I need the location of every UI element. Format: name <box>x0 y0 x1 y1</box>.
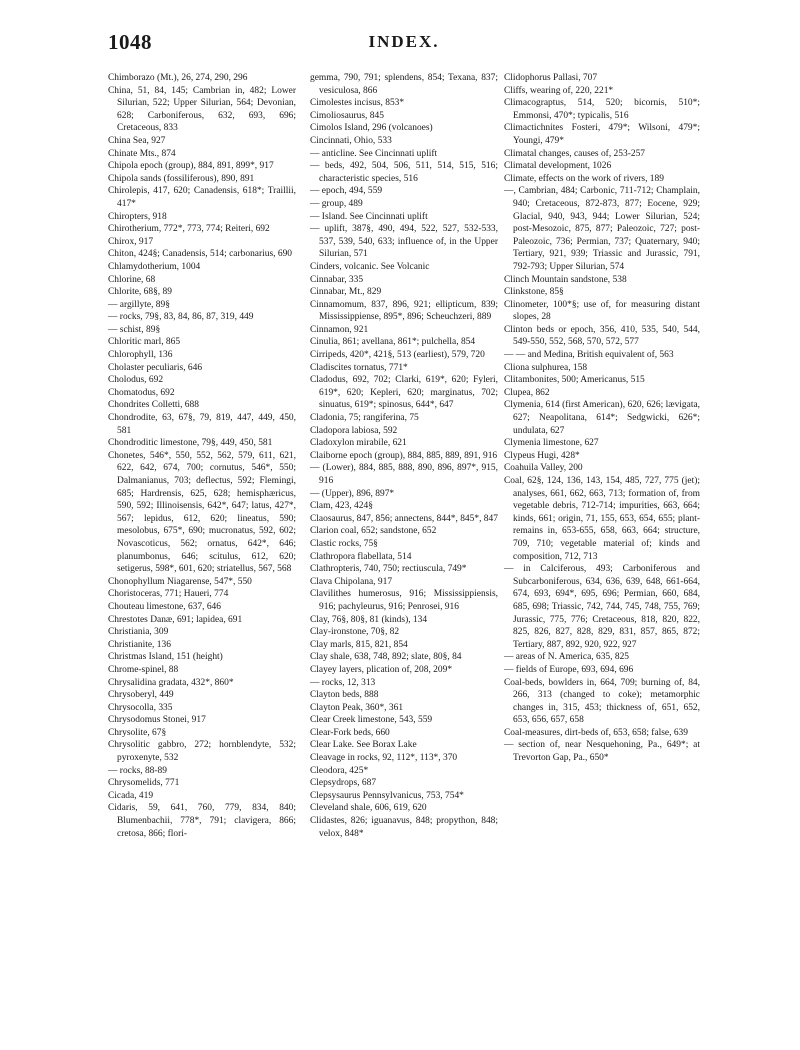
index-entry: Chloritic marl, 865 <box>108 337 181 348</box>
index-entry: Chrysolitic gabbro, 272; hornblendyte, 532; pyroxenyte, 532 <box>108 740 296 764</box>
index-entry: Clidophorus Pallasi, 707 <box>504 73 598 83</box>
index-entry: Cirripeds, 420*, 421§, 513 (earliest), 579, 720 <box>310 350 485 361</box>
index-entry: Clay shale, 638, 748, 892; slate, 80§, 84 <box>310 652 462 663</box>
index-entry: Cholaster peculiaris, 646 <box>108 362 203 373</box>
index-entry: Chrysolite, 67§ <box>108 727 167 738</box>
index-entry: Clam, 423, 424§ <box>310 501 373 512</box>
index-entry: Cinnabar, 335 <box>310 274 364 285</box>
index-entry: Clinkstone, 85§ <box>504 287 564 298</box>
index-entry: Cinnabar, Mt., 829 <box>310 287 382 298</box>
index-entry: Chrysocolla, 335 <box>108 702 173 713</box>
index-entry: China, 51, 84, 145; Cambrian in, 482; Lower Silurian, 522; Upper Silurian, 564; Devonian, 628; Carboniferous, 632, 693, 696; Cretaceous, 833 <box>108 85 296 134</box>
index-entry: — (Lower), 884, 885, 888, 890, 896, 897*, 915, 916 <box>310 463 498 486</box>
index-entry: — areas of N. America, 635, 825 <box>504 652 630 663</box>
index-entry: Cidaris, 59, 641, 760, 779, 834, 840; Blumenbachii, 778*, 791; clavigera, 866; cretosa, 866; flori- <box>108 803 296 839</box>
index-entry: Clayey layers, plication of, 208, 209* <box>310 664 453 675</box>
index-entry: Clay, 76§, 80§, 81 (kinds), 134 <box>310 614 428 625</box>
index-entry: Cimolos Island, 296 (volcanoes) <box>310 123 433 134</box>
index-entry: Clathropora flabellata, 514 <box>310 551 412 562</box>
index-entry: Clayton Peak, 360*, 361 <box>310 702 404 713</box>
index-entry: Clinton beds or epoch, 356, 410, 535, 540, 544, 549-550, 552, 568, 570, 572, 577 <box>504 324 700 348</box>
index-entry: Claiborne epoch (group), 884, 885, 889, 891, 916 <box>310 450 498 461</box>
index-entry: Clymenia limestone, 627 <box>504 438 599 449</box>
index-entry: gemma, 790, 791; splendens, 854; Texana, 837; vesiculosa, 866 <box>310 73 498 96</box>
index-entry: Clinometer, 100*§; use of, for measuring distant slopes, 28 <box>504 299 700 323</box>
index-entry: Clupea, 862 <box>504 387 550 398</box>
index-entry: Clear-Fork beds, 660 <box>310 727 390 738</box>
index-entry: Chlamydotherium, 1004 <box>108 261 201 272</box>
index-column-2 <box>310 72 498 840</box>
index-entry: Climactichnites Fosteri, 479*; Wilsoni, 479*; Youngi, 479* <box>504 123 700 146</box>
index-entry: Christmas Island, 151 (height) <box>108 652 223 663</box>
index-entry: — argillyte, 89§ <box>108 299 170 310</box>
index-entry: Cholodus, 692 <box>108 375 164 386</box>
index-entry: Chinate Mts., 874 <box>108 148 176 159</box>
index-entry: Cladiscites tornatus, 771* <box>310 362 408 373</box>
index-entry: Cladonia, 75; rangiferina, 75 <box>310 413 419 424</box>
index-entry: Clidastes, 826; iguanavus, 848; propython, 848; velox, 848* <box>310 816 498 839</box>
index-entry: Chrysoberyl, 449 <box>108 690 174 701</box>
index-entry: Chomatodus, 692 <box>108 387 175 398</box>
page-header <box>108 30 700 60</box>
index-entry: — fields of Europe, 693, 694, 696 <box>504 664 634 675</box>
index-entry: Chiton, 424§; Canadensis, 514; carbonarius, 690 <box>108 249 293 260</box>
index-entry: Clavilithes humerosus, 916; Mississippiensis, 916; pachyleurus, 916; Penrosei, 916 <box>310 589 498 612</box>
index-entry: Cladopora labiosa, 592 <box>310 425 398 436</box>
index-entry: Chonophyllum Niagarense, 547*, 550 <box>108 576 252 587</box>
index-entry: Chondrodite, 63, 67§, 79, 819, 447, 449, 450, 581 <box>108 413 296 436</box>
index-entry: Climatal changes, causes of, 253-257 <box>504 148 646 159</box>
index-entry: Chirotherium, 772*, 773, 774; Reiteri, 692 <box>108 224 270 235</box>
index-entry: Chirox, 917 <box>108 236 154 247</box>
index-entry: Clepsysaurus Pennsylvanicus, 753, 754* <box>310 790 464 801</box>
index-entry: Chrestotes Danæ, 691; lapidea, 691 <box>108 614 243 625</box>
index-entry: Clear Creek limestone, 543, 559 <box>310 715 433 726</box>
index-entry: Clay-ironstone, 70§, 82 <box>310 627 400 638</box>
index-entry: Christianite, 136 <box>108 639 171 650</box>
index-entry: Cliona sulphurea, 158 <box>504 362 588 373</box>
index-column-1 <box>108 72 296 840</box>
index-entry: Chipola epoch (group), 884, 891, 899*, 917 <box>108 161 274 172</box>
index-entry: Coal-beds, bowlders in, 664, 709; burning of, 84, 266, 313 (changed to coke); metamorphic changes in, 315, 453; thickness of, 651, 652, 653, 656, 657, 658 <box>504 677 700 726</box>
index-entry: Claosaurus, 847, 856; annectens, 844*, 845*, 847 <box>310 513 498 524</box>
index-entry: Clathropteris, 740, 750; rectiuscula, 749* <box>310 564 467 575</box>
index-entry: Climatal development, 1026 <box>504 161 612 172</box>
running-title: INDEX. <box>368 32 440 51</box>
index-entry: Clymenia, 614 (first American), 620, 626; lævigata, 627; Neapolitana, 614*; Sedgwicki, 626*; undulata, 627 <box>504 400 700 436</box>
index-entry: Chrysalidina gradata, 432*, 860* <box>108 677 234 688</box>
index-entry: Coal, 62§, 124, 136, 143, 154, 485, 727, 775 (jet); analyses, 661, 662, 663, 713; formation of, from vegetable debris, 712-714; impurities, 663, 664; kinds, 661; origin, 71, 155, 653, 654, 655; plant-remains in, 653-655, 658, 663, 664; structure, 709, 710; vegetable material of; kinds and composition, 712, 713 <box>504 476 700 562</box>
index-entry: Cladoxylon mirabile, 621 <box>310 438 407 449</box>
index-entry: Cinulia, 861; avellana, 861*; pulchella, 854 <box>310 337 476 348</box>
index-entry: Chirolepis, 417, 620; Canadensis, 618*; Traillii, 417* <box>108 186 296 209</box>
index-entry: Cimolestes incisus, 853* <box>310 98 405 109</box>
index-entry: China Sea, 927 <box>108 135 166 146</box>
index-entry: — (Upper), 896, 897* <box>310 488 395 499</box>
index-entry: Clear Lake. See Borax Lake <box>310 740 417 751</box>
index-entry: Cladodus, 692, 702; Clarki, 619*, 620; Fyleri, 619*, 620; Kepleri, 620; marginatus, 702; sinuatus, 619*; spinosus, 644*, 647 <box>310 375 498 411</box>
index-entry: Clastic rocks, 75§ <box>310 538 378 549</box>
index-entry: Chrysodomus Stonei, 917 <box>108 715 206 726</box>
index-entry: Clepsydrops, 687 <box>310 778 377 789</box>
index-entry: Clarion coal, 652; sandstone, 652 <box>310 526 437 537</box>
index-entry: Cicada, 419 <box>108 790 154 801</box>
index-entry: Coal-measures, dirt-beds of, 653, 658; false, 639 <box>504 727 688 738</box>
index-entry: Cimoliosaurus, 845 <box>310 110 384 121</box>
index-entry: Chonetes, 546*, 550, 552, 562, 579, 611, 621, 622, 642, 674, 700; cornutus, 546*, 550; Dalmanianus, 703; deflectus, 592; Flemingi, 685; Hardrensis, 625, 628; hemisphæricus, 590, 592; Illinoisensis, 642*, 647; latus, 427*, 567; lepidus, 612, 620; lineatus, 590; mesolobus, 675*, 690; mucronatus, 592, 602; Novascoticus, 562; ornatus, 642*, 646; planumbonus, 646; scitulus, 612, 620; setigerus, 598*, 601, 620; striatellus, 567, 568 <box>108 450 296 575</box>
index-entry: Cliffs, wearing of, 220, 221* <box>504 85 614 96</box>
index-entry: — uplift, 387§, 490, 494, 522, 527, 532-533, 537, 539, 540, 633; influence of, in the Upper Silurian, 571 <box>310 224 498 260</box>
index-entry: — rocks, 12, 313 <box>310 677 376 688</box>
index-entry: Chlorophyll, 136 <box>108 350 173 361</box>
index-entry: Coahuila Valley, 200 <box>504 463 583 474</box>
index-entry: —, Cambrian, 484; Carbonic, 711-712; Champlain, 940; Cretaceous, 872-873, 877; Eocene, 929; Glacial, 940, 943, 944; Lower Silurian, 524; post-Mesozoic, 875, 877; Paleozoic, 727; post-Paleozoic, 736; Permian, 737; Quaternary, 940; Tertiary, 921, 939; Triassic and Jurassic, 791, 792-793; Upper Silurian, 574 <box>504 186 700 272</box>
index-entry: Chouteau limestone, 637, 646 <box>108 601 221 612</box>
index-entry: — rocks, 88-89 <box>108 765 167 776</box>
index-entry: — anticline. See Cincinnati uplift <box>310 148 438 159</box>
index-entry: Climate, effects on the work of rivers, 189 <box>504 173 664 184</box>
index-entry: — in Calciferous, 493; Carboniferous and Subcarboniferous, 634, 636, 639, 648, 661-664, 674, 693, 694*, 695, 696; Permian, 660, 684, 685, 698; Triassic, 742, 744, 745, 748, 755, 769; Jurassic, 775, 776; Cretaceous, 818, 820, 822, 825, 826, 827, 828, 829, 831, 857, 865, 872; Tertiary, 887, 892, 920, 922, 927 <box>504 564 700 650</box>
index-entry: Chrome-spinel, 88 <box>108 664 179 675</box>
index-entry: — — and Medina, British equivalent of, 563 <box>504 350 674 361</box>
index-entry: Cinders, volcanic. See Volcanic <box>310 261 430 272</box>
index-column-3 <box>504 72 700 765</box>
page-number: 1048 <box>108 30 152 54</box>
index-entry: Cleveland shale, 606, 619, 620 <box>310 803 427 814</box>
index-entry: — rocks, 79§, 83, 84, 86, 87, 319, 449 <box>108 312 254 323</box>
index-entry: Chipola sands (fossiliferous), 890, 891 <box>108 173 255 184</box>
index-entry: Cinnamomum, 837, 896, 921; ellipticum, 839; Mississippiense, 895*, 896; Scheuchzeri, 889 <box>310 299 498 323</box>
index-entry: Climacograptus, 514, 520; bicornis, 510*; Emmonsi, 470*; typicalis, 516 <box>504 98 700 121</box>
index-entry: — Island. See Cincinnati uplift <box>310 211 428 222</box>
index-entry: — group, 489 <box>310 198 363 209</box>
index-entry: Clayton beds, 888 <box>310 690 379 701</box>
index-entry: Clay marls, 815, 821, 854 <box>310 639 408 650</box>
index-entry: Chlorite, 68§, 89 <box>108 287 172 298</box>
index-entry: Clitambonites, 500; Americanus, 515 <box>504 375 645 386</box>
index-columns <box>108 72 700 1042</box>
index-entry: Choristoceras, 771; Haueri, 774 <box>108 589 229 600</box>
index-entry: Chlorine, 68 <box>108 274 156 285</box>
index-entry: Chimborazo (Mt.), 26, 274, 290, 296 <box>108 73 248 83</box>
index-entry: Christiania, 309 <box>108 627 169 638</box>
index-entry: Chrysomelids, 771 <box>108 778 180 789</box>
index-entry: Cincinnati, Ohio, 533 <box>310 135 392 146</box>
index-entry: Chondroditic limestone, 79§, 449, 450, 581 <box>108 438 273 449</box>
index-entry: Clinch Mountain sandstone, 538 <box>504 274 627 285</box>
index-entry: Cleodora, 425* <box>310 765 369 776</box>
index-entry: — section of, near Nesquehoning, Pa., 649*; at Trevorton Gap, Pa., 650* <box>504 740 700 764</box>
index-entry: Chiropters, 918 <box>108 211 167 222</box>
index-entry: Clava Chipolana, 917 <box>310 576 393 587</box>
index-entry: Cinnamon, 921 <box>310 324 369 335</box>
index-entry: — epoch, 494, 559 <box>310 186 383 197</box>
index-entry: Clypeus Hugi, 428* <box>504 450 580 461</box>
index-entry: — schist, 89§ <box>108 324 161 335</box>
index-entry: Cleavage in rocks, 92, 112*, 113*, 370 <box>310 753 458 764</box>
index-entry: Chondrites Colletti, 688 <box>108 400 199 411</box>
index-entry: — beds, 492, 504, 506, 511, 514, 515, 516; characteristic species, 516 <box>310 161 498 184</box>
